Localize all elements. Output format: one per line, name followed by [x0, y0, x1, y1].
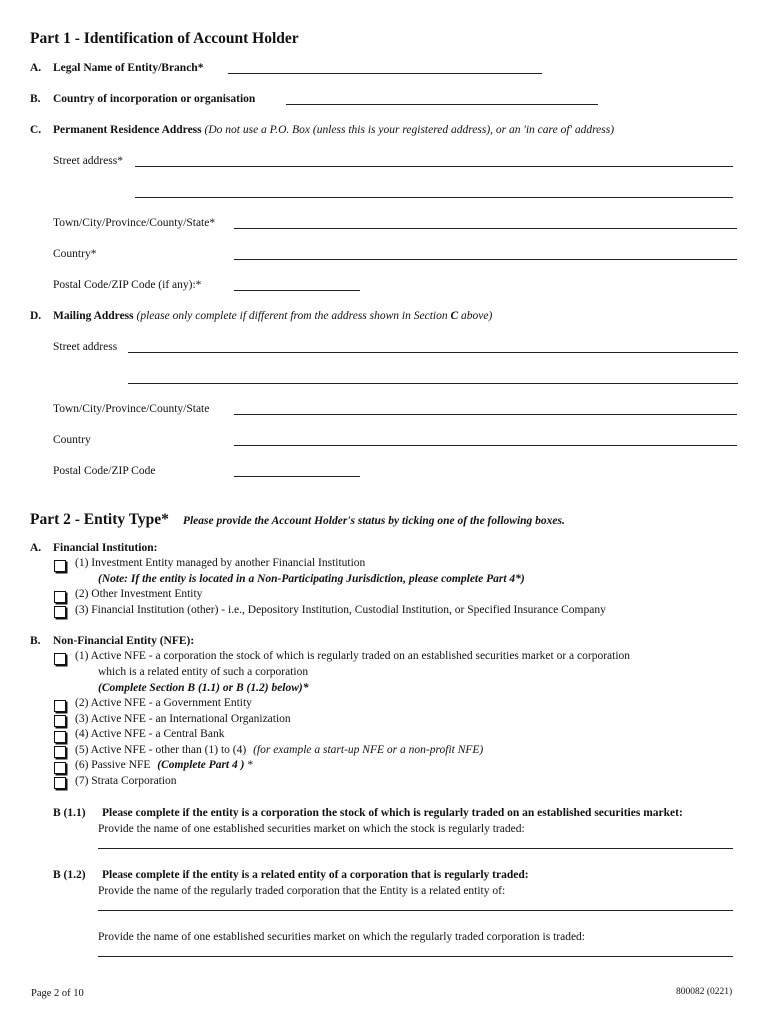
option-strata-corporation: (7) Strata Corporation — [75, 775, 177, 787]
permanent-address-title: Permanent Residence Address — [53, 124, 202, 136]
checkbox-international-organization[interactable] — [54, 715, 66, 727]
option-international-organization: (3) Active NFE - an International Organization — [75, 713, 291, 725]
checkbox-investment-entity-managed[interactable] — [54, 560, 66, 572]
permanent-address-label — [53, 124, 614, 136]
mailing-address-title: Mailing Address — [53, 310, 134, 322]
permanent-address-note: (Do not use a P.O. Box (unless this is your registered address), or an 'in care of' address) — [204, 124, 615, 136]
part2-b-letter: B. — [30, 635, 41, 647]
option-active-nfe-other-label: (5) Active NFE - other than (1) to (4) — [75, 744, 247, 756]
postal-code-field[interactable] — [234, 290, 360, 291]
part2-title: Part 2 - Entity Type* — [30, 511, 169, 528]
checkbox-passive-nfe[interactable] — [54, 762, 66, 774]
mailing-address-note-section: C — [450, 310, 459, 322]
checkbox-strata-corporation[interactable] — [54, 777, 66, 789]
part2-instruction: Please provide the Account Holder's status by ticking one of the following boxes. — [182, 515, 565, 527]
part2-header — [30, 511, 565, 529]
b12-code: B (1.2) — [53, 869, 86, 881]
country-label: Country* — [53, 248, 97, 260]
checkbox-government-entity[interactable] — [54, 700, 66, 712]
b11-code: B (1.1) — [53, 807, 86, 819]
checkbox-active-nfe-traded[interactable] — [54, 653, 66, 665]
mailing-town-field[interactable] — [234, 414, 737, 415]
part1-d-letter: D. — [30, 310, 42, 322]
mailing-postal-label: Postal Code/ZIP Code — [53, 465, 156, 477]
legal-name-label: Legal Name of Entity/Branch* — [53, 62, 204, 74]
checkbox-active-nfe-other[interactable] — [54, 746, 66, 758]
option-other-investment-entity: (2) Other Investment Entity — [75, 588, 203, 600]
country-incorporation-label: Country of incorporation or organisation — [53, 93, 256, 105]
b11-securities-market-field[interactable] — [98, 848, 733, 849]
checkbox-financial-institution-other[interactable] — [54, 606, 66, 618]
option-active-nfe-other — [75, 744, 483, 756]
postal-code-label: Postal Code/ZIP Code (if any):* — [53, 279, 202, 291]
mailing-address-note: (please only complete if different from the address shown in Section — [136, 310, 448, 322]
option-active-nfe-traded: (1) Active NFE - a corporation the stock of which is regularly traded on an established securities market or a corporation — [75, 650, 631, 662]
active-nfe-traded-note: (Complete Section B (1.1) or B (1.2) below)* — [98, 682, 309, 694]
b12-securities-market-field[interactable] — [98, 956, 733, 957]
mailing-town-label: Town/City/Province/County/State — [53, 403, 210, 415]
non-financial-entity-label: Non-Financial Entity (NFE): — [53, 635, 195, 647]
mailing-address-label — [53, 310, 492, 322]
checkbox-other-investment-entity[interactable] — [54, 591, 66, 603]
b11-title: Please complete if the entity is a corporation the stock of which is regularly traded on an established securities market: — [102, 807, 683, 819]
street-address-field[interactable] — [135, 166, 733, 167]
passive-nfe-star: * — [247, 759, 254, 771]
street-address-field-2[interactable] — [135, 197, 733, 198]
b12-title: Please complete if the entity is a related entity of a corporation that is regularly traded: — [102, 869, 529, 881]
option-active-nfe-traded-cont: which is a related entity of such a corporation — [98, 666, 309, 678]
option-investment-entity-managed: (1) Investment Entity managed by another Financial Institution — [75, 557, 366, 569]
mailing-country-label: Country — [53, 434, 91, 446]
part1-a-letter: A. — [30, 62, 42, 74]
part1-b-letter: B. — [30, 93, 41, 105]
investment-entity-note: (Note: If the entity is located in a Non-Participating Jurisdiction, please complete Part 4*) — [98, 573, 525, 585]
country-incorporation-field[interactable] — [286, 104, 598, 105]
form-code: 800082 (0221) — [676, 987, 733, 997]
part1-c-letter: C. — [30, 124, 42, 136]
active-nfe-other-note: (for example a start-up NFE or a non-profit NFE) — [253, 744, 484, 756]
page-number: Page 2 of 10 — [31, 988, 84, 999]
mailing-postal-field[interactable] — [234, 476, 360, 477]
mailing-country-field[interactable] — [234, 445, 737, 446]
town-label: Town/City/Province/County/State* — [53, 217, 216, 229]
option-passive-nfe-label: (6) Passive NFE — [75, 759, 151, 771]
passive-nfe-note: (Complete Part 4 ) — [157, 759, 245, 771]
financial-institution-label: Financial Institution: — [53, 542, 158, 554]
part2-a-letter: A. — [30, 542, 42, 554]
mailing-street-field-2[interactable] — [128, 383, 738, 384]
option-central-bank: (4) Active NFE - a Central Bank — [75, 728, 225, 740]
part1-title: Part 1 - Identification of Account Holder — [30, 30, 299, 47]
town-field[interactable] — [234, 228, 737, 229]
b12-related-corporation-field[interactable] — [98, 910, 733, 911]
option-financial-institution-other: (3) Financial Institution (other) - i.e., Depository Institution, Custodial Institution, or Specified Insurance Company — [75, 604, 606, 616]
b12-text: Provide the name of the regularly traded corporation that the Entity is a related entity of: — [98, 885, 506, 897]
checkbox-central-bank[interactable] — [54, 731, 66, 743]
country-field[interactable] — [234, 259, 737, 260]
mailing-street-field[interactable] — [128, 352, 738, 353]
option-government-entity: (2) Active NFE - a Government Entity — [75, 697, 252, 709]
mailing-address-note-end: above) — [461, 310, 493, 322]
b11-text: Provide the name of one established securities market on which the stock is regularly traded: — [98, 823, 525, 835]
option-passive-nfe — [75, 759, 253, 771]
b12-text-2: Provide the name of one established securities market on which the regularly traded corporation is traded: — [98, 931, 585, 943]
legal-name-field[interactable] — [228, 73, 542, 74]
mailing-street-label: Street address — [53, 341, 118, 353]
street-address-label: Street address* — [53, 155, 123, 167]
